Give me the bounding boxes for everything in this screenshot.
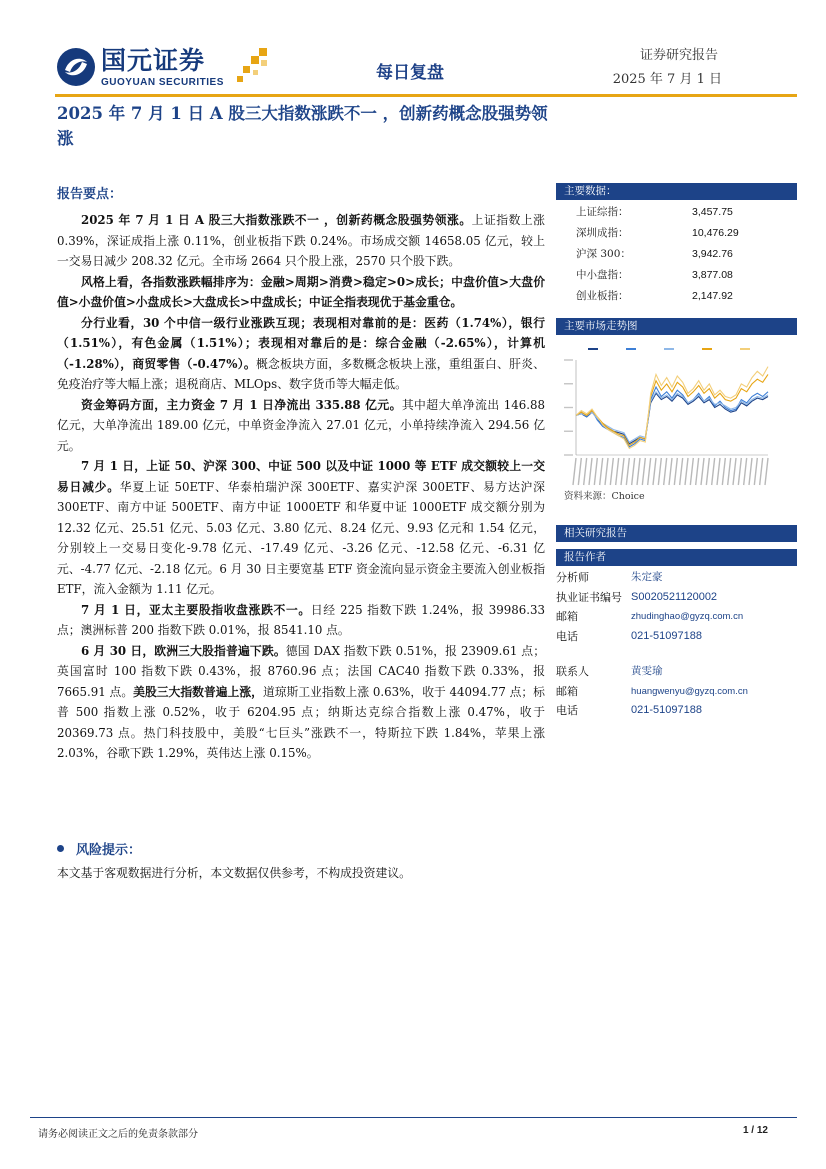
key-points-heading: 报告要点： <box>57 187 123 202</box>
key-data-row <box>556 244 797 265</box>
chart-series-line <box>576 374 768 445</box>
report-title: 2025 年 7 月 1 日 A 股三大指数涨跌不一 ，创新药概念股强势领涨 <box>57 104 548 148</box>
author-row <box>556 701 797 721</box>
key-point-highlight: 美股三大指数普遍上涨， <box>133 684 263 699</box>
chart-x-tick <box>733 458 736 485</box>
chart-x-tick <box>637 458 640 485</box>
author-row <box>556 682 797 702</box>
chart-source: 资料来源：Choice <box>564 491 645 502</box>
author-list <box>556 568 797 646</box>
chart-x-tick <box>685 458 688 485</box>
key-data-row <box>556 223 797 244</box>
author-value: huangwenyu@gyzq.com.cn <box>631 685 748 697</box>
author-row <box>556 607 797 627</box>
key-data-heading: 主要数据： <box>556 183 797 200</box>
author-value: 021-51097188 <box>631 629 702 642</box>
key-point-text: 道琼斯工业指数上涨 0.63%，收于 44094.77 点；标普 500 指数上涨 0.52%，收于 6204.95 点；纳斯达克综合指数上涨 0.47%，收于 20369.73 点。热门科技股中，美股“七巨头”涨跌不一，特斯拉下跌 1.84%，苹果上涨 2.03%，谷歌下跌 1.29%，英伟达上涨 0.15%。 <box>57 684 545 760</box>
header-divider <box>55 94 797 97</box>
author-label: 电话 <box>556 704 578 717</box>
report-type: 每日复盘 <box>376 63 444 83</box>
chart-x-tick <box>669 458 672 485</box>
key-data-value: 2,147.92 <box>692 290 733 302</box>
chart-x-tick <box>573 458 576 485</box>
chart-x-tick <box>594 458 597 485</box>
related-reports-heading: 相关研究报告 <box>556 525 797 542</box>
key-point-paragraph <box>57 313 545 395</box>
key-point-paragraph <box>57 210 545 272</box>
footer-disclaimer: 请务必阅读正文之后的免责条款部分 <box>38 1129 198 1140</box>
key-point-highlight: 资金筹码方面，主力资金 7 月 1 日净流出 335.88 亿元。 <box>81 397 402 412</box>
author-label: 分析师 <box>556 571 589 584</box>
key-point-text: 华夏上证 50ETF、华泰柏瑞沪深 300ETF、嘉实沪深 300ETF、易方达沪深 300ETF、南方中证 500ETF、南方中证 1000ETF 和华夏中证 1000ETF 成交额分别为 12.32 亿元、25.51 亿元、5.03 亿元、3.80 亿元、8.24 亿元、9.93 亿元和 1.54 亿元，分别较上一交易日变化-9.78 亿元、-17.49 亿元、-3.26 亿元、-12.58 亿元、-6.31 亿元、-4.77 亿元、-2.18 亿元。6 月 30 日主要宽基 ETF 资金流向显示资金主要流入创业板指 ETF，流入金额为 1.11 亿元。 <box>57 479 545 596</box>
author-row <box>556 627 797 647</box>
key-data-row <box>556 265 797 286</box>
key-data-value: 3,942.76 <box>692 248 733 260</box>
chart-x-tick <box>589 458 592 485</box>
chart-x-tick <box>696 458 699 485</box>
author-label: 电话 <box>556 629 578 643</box>
author-label: 邮箱 <box>556 684 578 698</box>
key-point-highlight: 风格上看，各指数涨跌幅排序为：金融>周期>消费>稳定>0>成长；中盘价值>大盘价值>小盘价值>小盘成长>大盘成长>中盘成长；中证全指表现优于基金重仓。 <box>57 274 545 309</box>
chart-x-tick <box>648 458 651 485</box>
risk-text: 本文基于客观数据进行分析，本文数据仅供参考，不构成投资建议。 <box>57 866 411 880</box>
key-data-label: 深圳成指： <box>576 227 629 239</box>
chart-x-tick <box>690 458 693 485</box>
chart-x-tick <box>642 458 645 485</box>
key-point-highlight: 分行业看，30 个中信一级行业涨跌互现；表现相对靠前的是：医药（1.74%），银行（1.51%），有色金属（1.51%）；表现相对靠后的是：综合金融（-2.65%），计算机（-1.28%），商贸零售（-0.47%）。 <box>57 315 545 371</box>
page-header <box>0 0 826 96</box>
risk-heading <box>57 839 141 858</box>
chart-x-tick <box>701 458 704 485</box>
chart-x-tick <box>578 458 581 485</box>
chart-x-tick <box>621 458 624 485</box>
chart-x-tick <box>653 458 656 485</box>
chart-series-line <box>576 392 768 442</box>
author-value: zhudinghao@gyzq.com.cn <box>631 611 744 622</box>
chart-x-tick <box>605 458 608 485</box>
author-heading: 报告作者 <box>556 549 797 566</box>
chart-x-tick <box>664 458 667 485</box>
chart-x-tick <box>632 458 635 485</box>
key-data-label: 中小盘指： <box>576 269 629 281</box>
bullet-icon <box>57 845 64 852</box>
chart-series-line <box>576 367 768 449</box>
key-data-row <box>556 286 797 307</box>
chart-x-tick <box>722 458 725 485</box>
key-point-text: 上证指数上涨 0.39%，深证成指上涨 0.11%，创业板指下跌 0.24%。市场成交额 14658.05 亿元，较上一交易日减少 208.32 亿元。全市场 2664 只个股上涨，2570 只个股下跌。 <box>57 213 545 268</box>
chart-x-tick <box>680 458 683 485</box>
chart-x-tick <box>706 458 709 485</box>
key-point-paragraph <box>57 600 545 641</box>
key-point-paragraph <box>57 272 545 313</box>
chart-x-tick <box>728 458 731 485</box>
author-value: 朱定豪 <box>631 571 663 583</box>
key-point-paragraph <box>57 395 545 457</box>
trend-heading: 主要市场走势图 <box>556 318 797 335</box>
report-date: 2025 年 7 月 1 日 <box>612 72 722 87</box>
chart-x-tick <box>658 458 661 485</box>
author-label: 联系人 <box>556 665 589 678</box>
key-point-highlight: 7 月 1 日，上证 50、沪深 300、中证 500 以及中证 1000 等 ETF 成交额较上一交易日减少。 <box>57 459 545 494</box>
chart-series-line <box>576 387 768 447</box>
key-points-body <box>57 210 545 764</box>
main-content <box>57 183 545 764</box>
risk-heading-text: 风险提示： <box>76 843 142 858</box>
key-data-label: 沪深 300： <box>576 248 631 260</box>
key-data-label: 上证综指： <box>576 206 629 218</box>
chart-x-tick <box>616 458 619 485</box>
key-data-value: 3,877.08 <box>692 269 733 281</box>
footer-divider <box>30 1117 797 1118</box>
key-point-text: 其中超大单净流出 146.88 亿元，大单净流出 189.00 亿元，中单资金净流入 27.01 亿元，小单持续净流入 294.56 亿元。 <box>57 397 545 453</box>
key-data-row <box>556 202 797 223</box>
market-trend-chart <box>556 335 797 500</box>
key-point-paragraph <box>57 641 545 764</box>
key-point-highlight: 7 月 1 日，亚太主要股指收盘涨跌不一。 <box>81 602 311 617</box>
chart-x-tick <box>749 458 752 485</box>
author-value: 021-51097188 <box>631 704 702 716</box>
chart-x-tick <box>765 458 768 485</box>
author-row <box>556 588 797 608</box>
logo-english-name: GUOYUAN SECURITIES <box>101 77 224 88</box>
author-row <box>556 662 797 682</box>
document-kind: 证券研究报告 <box>639 48 718 63</box>
author-value: S0020521120002 <box>631 590 718 603</box>
key-data-label: 创业板指： <box>576 290 629 302</box>
key-data-value: 10,476.29 <box>692 227 739 239</box>
logo-chinese-name: 国元证券 <box>101 46 206 75</box>
chart-x-tick <box>754 458 757 485</box>
key-point-paragraph <box>57 456 545 600</box>
chart-x-tick <box>712 458 715 485</box>
author-label: 执业证书编号 <box>556 590 622 604</box>
market-trend-chart-svg <box>556 335 797 500</box>
key-point-text: 德国 DAX 指数下跌 0.51%，报 23909.61 点；英国富时 100 指数下跌 0.43%，报 8760.96 点；法国 CAC40 指数下跌 0.33%，报 7665.91 点。 <box>57 643 545 699</box>
chart-x-tick <box>760 458 763 485</box>
key-point-text: 概念板块方面，多数概念板块上涨，重组蛋白、肝炎、免疫治疗等大幅上涨；退税商店、MLOps、数字货币等大幅走低。 <box>57 356 545 391</box>
contact-list <box>556 662 797 721</box>
chart-series-line <box>576 393 768 443</box>
chart-x-tick <box>674 458 677 485</box>
chart-x-tick <box>584 458 587 485</box>
author-label: 邮箱 <box>556 610 578 623</box>
author-row <box>556 568 797 588</box>
page-number: 1 / 12 <box>742 1125 768 1136</box>
key-data-table <box>556 202 797 307</box>
author-value: 黄雯瑜 <box>631 665 663 677</box>
chart-x-tick <box>610 458 613 485</box>
chart-x-tick <box>744 458 747 485</box>
chart-x-tick <box>738 458 741 485</box>
key-data-value: 3,457.75 <box>692 206 733 218</box>
key-point-text: 日经 225 指数下跌 1.24%，报 39986.33 点；澳洲标普 200 指数下跌 0.01%，报 8541.10 点。 <box>57 602 545 637</box>
chart-x-tick <box>600 458 603 485</box>
chart-x-tick <box>626 458 629 485</box>
key-point-highlight: 6 月 30 日，欧洲三大股指普遍下跌。 <box>81 643 286 658</box>
chart-x-tick <box>717 458 720 485</box>
key-point-highlight: 2025 年 7 月 1 日 A 股三大指数涨跌不一 ，创新药概念股强势领涨。 <box>81 213 472 227</box>
author-block <box>556 549 797 721</box>
